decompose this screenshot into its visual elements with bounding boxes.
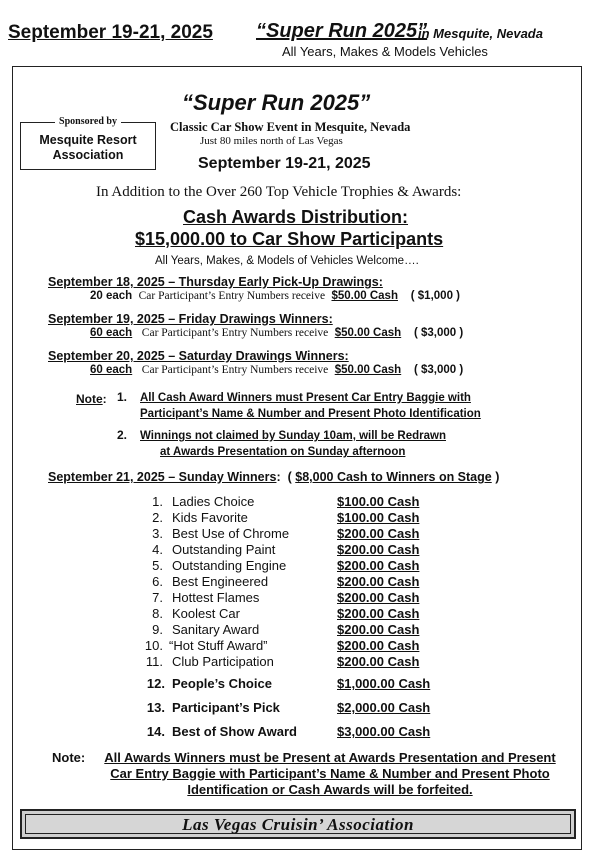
award-name: Hottest Flames: [172, 590, 260, 605]
header-date: September 19-21, 2025: [8, 22, 213, 43]
award-number: 13.: [146, 700, 165, 715]
footer-note-label: Note:: [52, 750, 86, 765]
award-amount: $100.00 Cash: [337, 494, 420, 509]
award-name: Outstanding Engine: [172, 558, 287, 573]
award-name: People’s Choice: [172, 676, 272, 691]
cash-heading: Cash Awards Distribution:: [183, 207, 409, 227]
sunday-heading: September 21, 2025 – Sunday Winners: ( $8,000 Cash to Winners on Stage ): [48, 470, 500, 484]
sponsor-name: Mesquite Resort Association: [39, 133, 137, 162]
award-amount: $200.00 Cash: [337, 574, 420, 589]
drawing-text: Car Participant’s Entry Numbers receive: [141, 327, 329, 339]
event-description: Classic Car Show Event in Mesquite, Nevada: [170, 120, 411, 134]
header-subtitle: All Years, Makes & Models Vehicles: [282, 44, 488, 59]
drawing-heading: September 20, 2025 – Saturday Drawings Winners:: [48, 349, 349, 363]
award-name: Best Engineered: [172, 574, 269, 589]
drawing-text: Car Participant’s Entry Numbers receive: [141, 364, 329, 376]
award-number: 3.: [152, 526, 163, 541]
award-amount: $100.00 Cash: [337, 510, 420, 525]
drawing-text: Car Participant’s Entry Numbers receive: [138, 290, 326, 302]
award-number: 6.: [152, 574, 163, 589]
note-label: Note:: [76, 392, 107, 406]
award-name: Best of Show Award: [172, 724, 297, 739]
drawing-line: [90, 290, 460, 302]
footer-note-text: All Awards Winners must be Present at Awards Presentation and Present Car Entry Baggie with Participant’s Name & Number and Present Photo Identification or Cash Awards will be forfeited.: [104, 750, 556, 797]
sponsor-box: [20, 116, 156, 170]
drawing-line: [90, 364, 463, 376]
award-name: Sanitary Award: [172, 622, 260, 637]
award-number: 8.: [152, 606, 163, 621]
drawing-amount: $50.00 Cash: [334, 364, 402, 376]
award-name: Outstanding Paint: [172, 542, 276, 557]
award-number: 2.: [152, 510, 163, 525]
drawing-total: ( $3,000 ): [413, 327, 464, 339]
drawing-total: ( $1,000 ): [410, 290, 460, 302]
cash-total: $15,000.00 to Car Show Participants: [135, 229, 444, 249]
award-amount: $200.00 Cash: [337, 590, 420, 605]
award-name: Best Use of Chrome: [172, 526, 290, 541]
award-number: 11.: [145, 654, 163, 669]
award-amount: $2,000.00 Cash: [337, 700, 431, 715]
award-name: Participant’s Pick: [172, 700, 280, 715]
drawing-total: ( $3,000 ): [413, 364, 464, 376]
drawing-heading: September 19, 2025 – Friday Drawings Winners:: [48, 312, 333, 326]
award-amount: $200.00 Cash: [337, 638, 420, 653]
award-amount: $200.00 Cash: [337, 558, 420, 573]
award-number: 10.: [144, 638, 163, 653]
event-title: “Super Run 2025”: [182, 90, 371, 115]
award-amount: $3,000.00 Cash: [337, 724, 431, 739]
award-number: 4.: [152, 542, 163, 557]
drawing-amount: $50.00 Cash: [331, 290, 398, 302]
award-number: 7.: [152, 590, 163, 605]
drawing-line: [90, 327, 463, 339]
award-name: Ladies Choice: [172, 494, 255, 509]
drawing-heading: September 18, 2025 – Thursday Early Pick-Up Drawings:: [48, 275, 383, 289]
award-amount: $200.00 Cash: [337, 654, 420, 669]
header-location: in Mesquite, Nevada: [418, 26, 543, 41]
association-banner: [20, 809, 576, 839]
note-number: 1.: [117, 390, 128, 404]
header-title: “Super Run 2025”: [256, 20, 428, 42]
award-amount: $200.00 Cash: [337, 542, 420, 557]
award-name: “Hot Stuff Award”: [169, 638, 268, 653]
award-number: 14.: [146, 724, 165, 739]
award-number: 5.: [152, 558, 163, 573]
event-distance: Just 80 miles north of Las Vegas: [200, 135, 343, 147]
award-amount: $1,000.00 Cash: [337, 676, 431, 691]
award-amount: $200.00 Cash: [337, 526, 420, 541]
award-number: 12.: [146, 676, 165, 691]
drawing-count: 60 each: [90, 364, 133, 376]
drawing-count: 20 each: [90, 290, 133, 302]
sponsor-by-label: Sponsored by: [21, 116, 155, 127]
note-item: All Cash Award Winners must Present Car Entry Baggie with Participant’s Name & Number and Present Photo Identification: [140, 392, 481, 420]
award-name: Kids Favorite: [172, 510, 248, 525]
drawing-count: 60 each: [90, 327, 133, 339]
note-number: 2.: [117, 428, 128, 442]
award-number: 1.: [152, 494, 163, 509]
award-amount: $200.00 Cash: [337, 606, 420, 621]
award-number: 9.: [152, 622, 163, 637]
award-name: Koolest Car: [172, 606, 240, 621]
drawing-amount: $50.00 Cash: [334, 327, 402, 339]
award-name: Club Participation: [172, 654, 274, 669]
trophies-line: In Addition to the Over 260 Top Vehicle Trophies & Awards:: [96, 184, 462, 200]
welcome-line: All Years, Makes, & Models of Vehicles Welcome….: [155, 255, 419, 267]
association-name: Las Vegas Cruisin’ Association: [25, 814, 571, 834]
award-amount: $200.00 Cash: [337, 622, 420, 637]
event-dates: September 19-21, 2025: [198, 155, 371, 172]
note-item: Winnings not claimed by Sunday 10am, will be Redrawn at Awards Presentation on Sunday afternoon: [140, 430, 446, 458]
